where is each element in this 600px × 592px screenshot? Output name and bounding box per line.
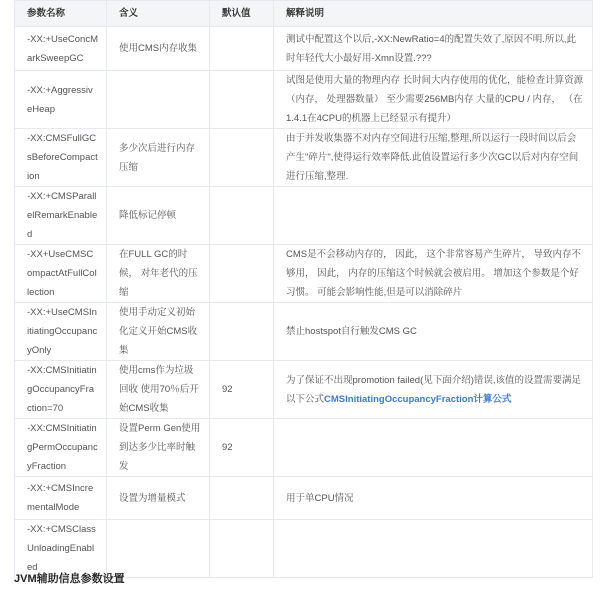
param-default xyxy=(210,477,274,520)
param-default xyxy=(210,27,274,71)
param-name: -XX:+CMSClassUnloadingEnabled xyxy=(15,520,107,578)
param-meaning: 设置Perm Gen使用到达多少比率时触发 xyxy=(107,419,210,477)
param-default xyxy=(210,520,274,578)
param-name: -XX:+CMSParallelRemarkEnabled xyxy=(15,187,107,245)
param-meaning: 多少次后进行内存压缩 xyxy=(107,129,210,187)
param-meaning xyxy=(107,71,210,129)
param-default xyxy=(210,245,274,303)
param-default: 92 xyxy=(210,361,274,419)
table-row xyxy=(15,419,593,477)
param-meaning: 设置为增量模式 xyxy=(107,477,210,520)
table-row xyxy=(15,361,593,419)
table-row xyxy=(15,477,593,520)
param-name: -XX:+UseCMSInitiatingOccupancyOnly xyxy=(15,303,107,361)
param-explanation: 由于并发收集器不对内存空间进行压缩,整理,所以运行一段时间以后会产生"碎片",使得运行效率降低.此值设置运行多少次GC以后对内存空间进行压缩,整理. xyxy=(274,129,593,187)
param-default xyxy=(210,303,274,361)
param-explanation xyxy=(274,419,593,477)
param-meaning: 在FULL GC的时候， 对年老代的压缩 xyxy=(107,245,210,303)
param-name: -XX:CMSFullGCsBeforeCompaction xyxy=(15,129,107,187)
header-meaning: 含义 xyxy=(107,1,210,27)
param-meaning xyxy=(107,520,210,578)
section-heading: JVM辅助信息参数设置 xyxy=(14,573,125,585)
param-meaning: 使用手动定义初始化定义开始CMS收集 xyxy=(107,303,210,361)
table-header-row xyxy=(15,1,593,27)
document-content xyxy=(14,0,592,578)
cms-params-table xyxy=(14,0,593,578)
param-explanation: CMS是不会移动内存的， 因此， 这个非常容易产生碎片， 导致内存不够用， 因此， 内存的压缩这个时候就会被启用。 增加这个参数是个好习惯。 可能会影响性能,但是可以消除碎片 xyxy=(274,245,593,303)
table-row xyxy=(15,129,593,187)
header-default: 默认值 xyxy=(210,1,274,27)
param-name: -XX+UseCMSCompactAtFullCollection xyxy=(15,245,107,303)
param-default xyxy=(210,129,274,187)
explanation-text: 为了保证不出现promotion failed(见下面介绍)错误,该值的设置需要满足以下公式 xyxy=(286,374,582,405)
param-explanation xyxy=(274,187,593,245)
param-explanation: 用于单CPU情况 xyxy=(274,477,593,520)
param-meaning: 使用cms作为垃圾回收 使用70％后开始CMS收集 xyxy=(107,361,210,419)
param-meaning: 使用CMS内存收集 xyxy=(107,27,210,71)
param-name: -XX:CMSInitiatingOccupancyFraction=70 xyxy=(15,361,107,419)
table-row xyxy=(15,71,593,129)
table-row xyxy=(15,27,593,71)
header-param-name: 参数名称 xyxy=(15,1,107,27)
table-row xyxy=(15,245,593,303)
param-default: 92 xyxy=(210,419,274,477)
param-explanation xyxy=(274,361,593,419)
param-explanation: 试图是使用大量的物理内存 长时间大内存使用的优化，能检查计算资源（内存， 处理器数量） 至少需要256MB内存 大量的CPU / 内存， （在1.4.1在4CPU的机器上已经显示有提升） xyxy=(274,71,593,129)
param-explanation: 禁止hostspot自行触发CMS GC xyxy=(274,303,593,361)
param-meaning: 降低标记停顿 xyxy=(107,187,210,245)
param-explanation xyxy=(274,520,593,578)
table-row xyxy=(15,187,593,245)
param-name: -XX:+CMSIncrementalMode xyxy=(15,477,107,520)
param-explanation: 测试中配置这个以后,-XX:NewRatio=4的配置失效了,原因不明.所以,此时年轻代大小最好用-Xmn设置.??? xyxy=(274,27,593,71)
param-default xyxy=(210,71,274,129)
table-row xyxy=(15,520,593,578)
param-name: -XX:+UseConcMarkSweepGC xyxy=(15,27,107,71)
param-name: -XX:+AggressiveHeap xyxy=(15,71,107,129)
table-row xyxy=(15,303,593,361)
header-explanation: 解释说明 xyxy=(274,1,593,27)
param-name: -XX:CMSInitiatingPermOccupancyFraction xyxy=(15,419,107,477)
param-default xyxy=(210,187,274,245)
formula-link[interactable]: CMSInitiatingOccupancyFraction计算公式 xyxy=(324,393,512,405)
